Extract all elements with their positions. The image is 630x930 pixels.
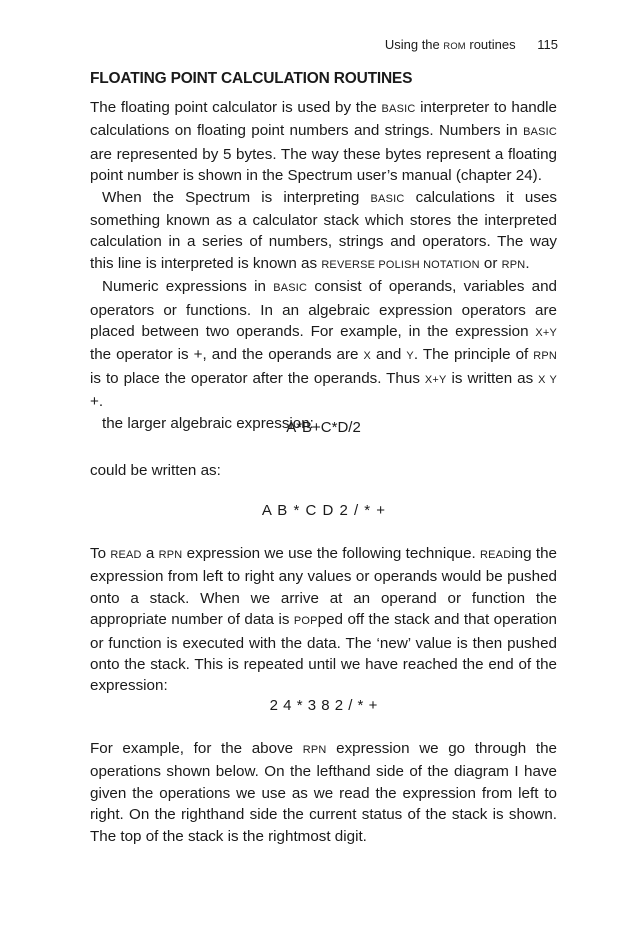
- paragraph-6: To READ a RPN expression we use the following technique. READing the expression from left to right any values or operands would be pushed onto a stack. When we arrive at an operand or function the appropriate number of data is POPped off the stack and that operation or function is executed with the data. The ‘new’ value is then pushed onto the stack. This is repeated until we have reached the end of the expression:: [90, 545, 557, 695]
- paragraph-4: the larger algebraic expression:: [102, 414, 314, 432]
- section-heading: FLOATING POINT CALCULATION ROUTINES: [90, 70, 413, 87]
- paragraph-1: The floating point calculator is used by the BASIC interpreter to handle calculations on floating point numbers and strings. Numbers in BASIC are represented by 5 bytes. The way these bytes represent a floating point number is shown in the Spectrum user’s manual (chapter 24).: [90, 99, 557, 185]
- page-number: 115: [537, 37, 558, 52]
- body-text-block-1: [90, 97, 557, 434]
- paragraph-7: For example, for the above RPN expression we go through the operations shown below. On the lefthand side of the diagram I have given the operations we use as we read the expression from left to right. On the righthand side the current status of the stack is shown. The top of the stack is the rightmost digit.: [90, 740, 557, 845]
- running-head-title: Using the ROM routines: [384, 37, 516, 52]
- body-text-block-2: [90, 543, 557, 697]
- paragraph-3: Numeric expressions in BASIC consist of operands, variables and operators or functions. In an algebraic expression operators are placed between two operands. For example, in the expression X+Y the operator is +, and the operands are X and Y. The principle of RPN is to place the operator after the operands. Thus X+Y is written as X Y +.: [90, 278, 558, 411]
- running-head: [385, 37, 558, 52]
- algebraic-expression: A*B+C*D/2: [286, 419, 361, 436]
- paragraph-5: could be written as:: [90, 462, 221, 479]
- rpn-expression-2: 2 4 * 3 8 2 / * +: [269, 697, 378, 714]
- rpn-expression-1: A B * C D 2 / * +: [261, 502, 386, 519]
- body-text-block-3: [90, 738, 557, 847]
- paragraph-2: When the Spectrum is interpreting BASIC calculations it uses something known as a calculator stack which stores the interpreted calculation in a series of numbers, strings and operators. The way this line is interpreted is known as REVERSE POLISH NOTATION or RPN.: [90, 188, 557, 272]
